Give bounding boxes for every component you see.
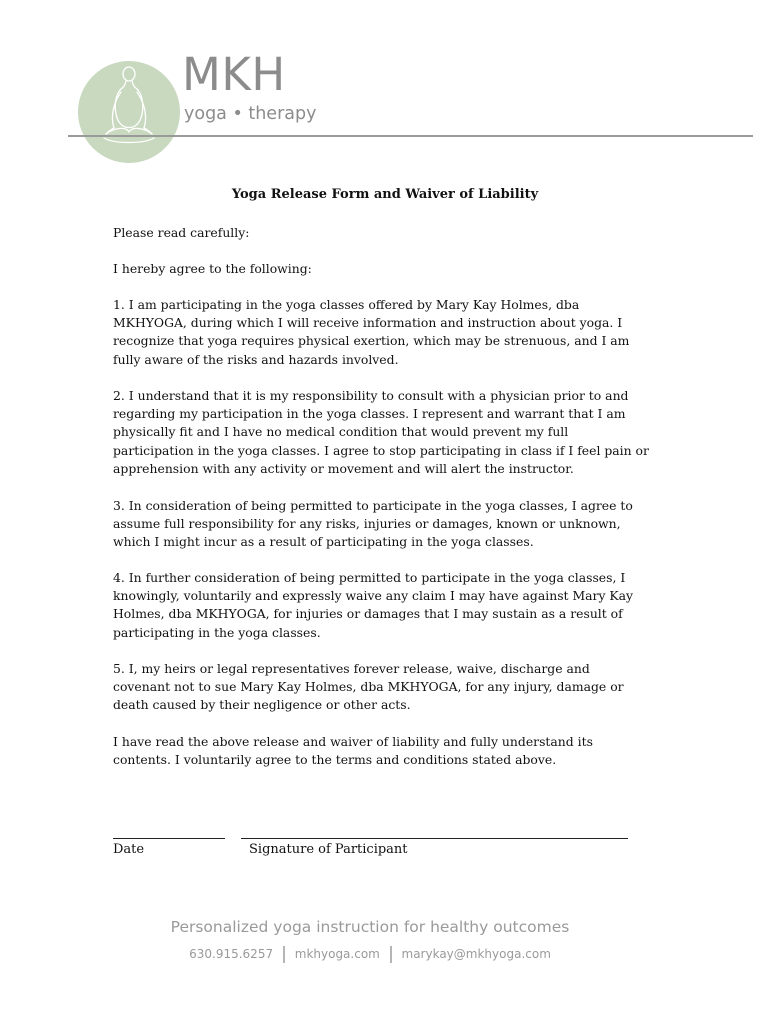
header-divider <box>68 135 753 137</box>
footer-separator <box>283 946 285 963</box>
signature-line[interactable] <box>241 838 628 839</box>
date-label: Date <box>113 842 145 857</box>
footer-email[interactable]: marykay@mkhyoga.com <box>401 947 551 961</box>
meditating-figure-icon <box>92 62 166 162</box>
closing-statement: I have read the above release and waiver of liability and fully understand its contents. I voluntarily agree to the terms and conditions stated above. <box>113 734 593 768</box>
brand-name: MKH <box>182 48 286 101</box>
clause-4: 4. In further consideration of being permitted to participate in the yoga classes, I knowingly, voluntarily and expressly waive any claim I may have against Mary Kay Holmes, dba MKHYOGA, for injuries or damages that I may sustain as a result of participating in the yoga classes. <box>113 570 634 640</box>
clause-3: 3. In consideration of being permitted to participate in the yoga classes, I agree to assume full responsibility for any risks, injuries or damages, known or unknown, which I might incur as a result of participating in the yoga classes. <box>113 498 633 550</box>
clause-1: 1. I am participating in the yoga classes offered by Mary Kay Holmes, dba MKHYOGA, during which I will receive information and instruction about yoga. I recognize that yoga requires physical exertion, which may be strenuous, and I am fully aware of the risks and hazards involved. <box>113 297 630 367</box>
footer-separator <box>390 946 392 963</box>
clause-2: 2. I understand that it is my responsibility to consult with a physician prior to and regarding my participation in the yoga classes. I represent and warrant that I am physically fit and I have no medical condition that would prevent my full participation in the yoga classes. I agree to stop participating in class if I feel pain or apprehension with any activity or movement and will alert the instructor. <box>113 388 649 476</box>
footer-phone: 630.915.6257 <box>189 947 274 961</box>
footer-contact <box>0 946 740 963</box>
clause-5: 5. I, my heirs or legal representatives forever release, waive, discharge and covenant not to sue Mary Kay Holmes, dba MKHYOGA, for any injury, damage or death caused by their negligence or other acts. <box>113 661 624 713</box>
footer-slogan: Personalized yoga instruction for healthy outcomes <box>170 918 570 936</box>
document-title: Yoga Release Form and Waiver of Liability <box>231 187 539 202</box>
footer-website[interactable]: mkhyoga.com <box>294 947 380 961</box>
signature-label: Signature of Participant <box>249 842 408 857</box>
intro-text: Please read carefully: <box>113 225 250 240</box>
agree-text: I hereby agree to the following: <box>113 261 312 276</box>
brand-tagline: yoga • therapy <box>184 104 317 124</box>
date-line[interactable] <box>113 838 225 839</box>
